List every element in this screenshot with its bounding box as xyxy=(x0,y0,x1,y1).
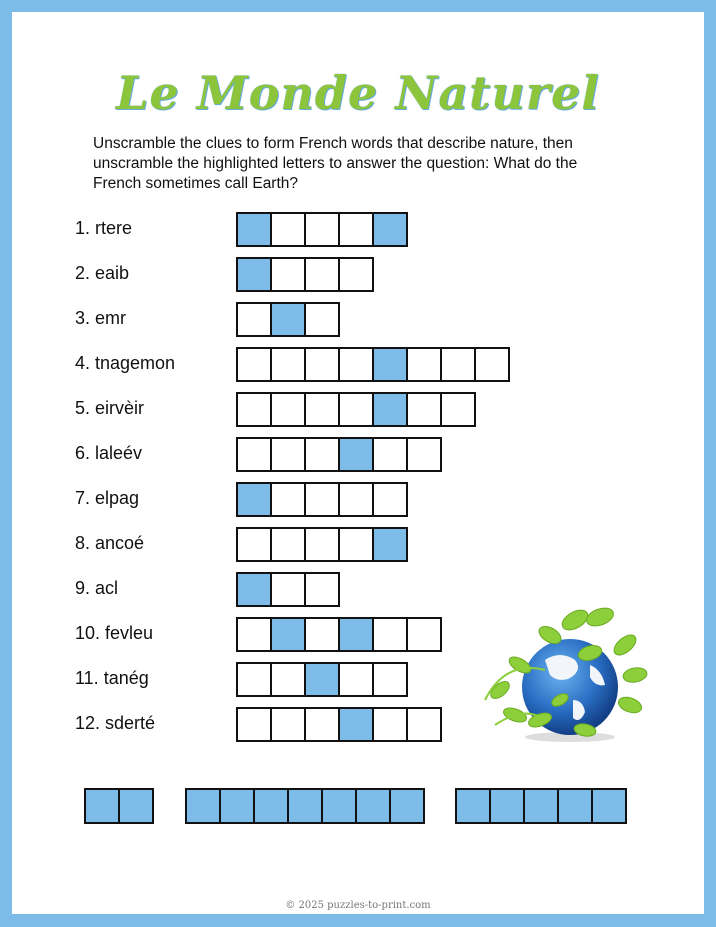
letter-box[interactable] xyxy=(374,619,406,650)
letter-box[interactable] xyxy=(340,529,372,560)
letter-box[interactable] xyxy=(306,304,338,335)
clue-label: 3. emr xyxy=(75,308,127,328)
final-answer-letter-box[interactable] xyxy=(187,790,219,822)
letter-box[interactable] xyxy=(340,259,372,290)
answer-grid-2 xyxy=(236,257,374,292)
instructions: Unscramble the clues to form French words that describe nature, then unscramble the highlighted letters to answer the question: What do the French sometimes call Earth? xyxy=(93,135,578,192)
letter-box[interactable] xyxy=(238,619,270,650)
clue-label: 5. eirvèir xyxy=(75,398,145,418)
answer-grid-8 xyxy=(236,527,408,562)
letter-box[interactable] xyxy=(408,394,440,425)
letter-box[interactable] xyxy=(408,619,440,650)
letter-box[interactable] xyxy=(306,439,338,470)
clue-label: 4. tnagemon xyxy=(75,353,176,373)
letter-box[interactable] xyxy=(374,709,406,740)
letter-box[interactable] xyxy=(476,349,508,380)
letter-box[interactable] xyxy=(272,439,304,470)
answer-grid-4 xyxy=(236,347,510,382)
letter-box[interactable] xyxy=(238,304,270,335)
highlighted-letter-box[interactable] xyxy=(238,484,270,515)
letter-box[interactable] xyxy=(306,529,338,560)
letter-box[interactable] xyxy=(340,484,372,515)
letter-box[interactable] xyxy=(306,619,338,650)
highlighted-letter-box[interactable] xyxy=(374,529,406,560)
letter-box[interactable] xyxy=(272,394,304,425)
clue-label: 8. ancoé xyxy=(75,533,145,553)
letter-box[interactable] xyxy=(374,484,406,515)
answer-grid-1 xyxy=(236,212,408,247)
clue-label: 7. elpag xyxy=(75,488,140,508)
letter-box[interactable] xyxy=(272,349,304,380)
answer-grid-10 xyxy=(236,617,442,652)
final-answer-letter-box[interactable] xyxy=(86,790,118,822)
final-answer-letter-box[interactable] xyxy=(559,790,591,822)
answer-grid-9 xyxy=(236,572,340,607)
highlighted-letter-box[interactable] xyxy=(374,349,406,380)
highlighted-letter-box[interactable] xyxy=(238,214,270,245)
final-answer-letter-box[interactable] xyxy=(457,790,489,822)
letter-box[interactable] xyxy=(272,529,304,560)
letter-box[interactable] xyxy=(306,484,338,515)
highlighted-letter-box[interactable] xyxy=(340,619,372,650)
clue-label: 10. fevleu xyxy=(75,623,154,643)
highlighted-letter-box[interactable] xyxy=(238,574,270,605)
highlighted-letter-box[interactable] xyxy=(340,709,372,740)
final-answer-word-1 xyxy=(84,788,154,824)
letter-box[interactable] xyxy=(272,709,304,740)
answer-grid-6 xyxy=(236,437,442,472)
letter-box[interactable] xyxy=(306,214,338,245)
highlighted-letter-box[interactable] xyxy=(306,664,338,695)
answer-grid-5 xyxy=(236,392,476,427)
letter-box[interactable] xyxy=(306,259,338,290)
letter-box[interactable] xyxy=(272,664,304,695)
highlighted-letter-box[interactable] xyxy=(272,619,304,650)
letter-box[interactable] xyxy=(306,709,338,740)
clue-label: 11. tanég xyxy=(75,668,149,688)
final-answer-letter-box[interactable] xyxy=(255,790,287,822)
letter-box[interactable] xyxy=(238,349,270,380)
final-answer-word-3 xyxy=(455,788,627,824)
final-answer-word-2 xyxy=(185,788,425,824)
letter-box[interactable] xyxy=(238,394,270,425)
final-answer-letter-box[interactable] xyxy=(120,790,152,822)
final-answer-letter-box[interactable] xyxy=(391,790,423,822)
letter-box[interactable] xyxy=(238,529,270,560)
letter-box[interactable] xyxy=(374,664,406,695)
letter-box[interactable] xyxy=(272,214,304,245)
letter-box[interactable] xyxy=(340,349,372,380)
letter-box[interactable] xyxy=(374,439,406,470)
letter-box[interactable] xyxy=(238,664,270,695)
highlighted-letter-box[interactable] xyxy=(374,214,406,245)
clue-label: 9. acl xyxy=(75,578,119,598)
clue-label: 12. sderté xyxy=(75,713,156,733)
letter-box[interactable] xyxy=(306,349,338,380)
letter-box[interactable] xyxy=(272,574,304,605)
highlighted-letter-box[interactable] xyxy=(374,394,406,425)
highlighted-letter-box[interactable] xyxy=(340,439,372,470)
page-title: Le Monde Naturel xyxy=(116,66,600,120)
answer-grid-11 xyxy=(236,662,408,697)
clue-label: 2. eaib xyxy=(75,263,130,283)
copyright-footer: © 2025 puzzles-to-print.com xyxy=(285,900,431,911)
letter-box[interactable] xyxy=(442,394,474,425)
letter-box[interactable] xyxy=(442,349,474,380)
final-answer-letter-box[interactable] xyxy=(289,790,321,822)
letter-box[interactable] xyxy=(340,394,372,425)
letter-box[interactable] xyxy=(306,574,338,605)
globe-with-leaves-icon xyxy=(475,605,650,745)
letter-box[interactable] xyxy=(340,214,372,245)
final-answer-letter-box[interactable] xyxy=(525,790,557,822)
letter-box[interactable] xyxy=(408,439,440,470)
highlighted-letter-box[interactable] xyxy=(238,259,270,290)
final-answer-letter-box[interactable] xyxy=(357,790,389,822)
letter-box[interactable] xyxy=(272,259,304,290)
answer-grid-3 xyxy=(236,302,340,337)
final-answer-letter-box[interactable] xyxy=(323,790,355,822)
letter-box[interactable] xyxy=(272,484,304,515)
clue-label: 1. rtere xyxy=(75,218,133,238)
final-answer-letter-box[interactable] xyxy=(221,790,253,822)
letter-box[interactable] xyxy=(340,664,372,695)
letter-box[interactable] xyxy=(408,709,440,740)
answer-grid-12 xyxy=(236,707,442,742)
highlighted-letter-box[interactable] xyxy=(272,304,304,335)
final-answer-letter-box[interactable] xyxy=(491,790,523,822)
letter-box[interactable] xyxy=(238,439,270,470)
letter-box[interactable] xyxy=(306,394,338,425)
answer-grid-7 xyxy=(236,482,408,517)
letter-box[interactable] xyxy=(238,709,270,740)
clue-label: 6. laleév xyxy=(75,443,143,463)
final-answer-letter-box[interactable] xyxy=(593,790,625,822)
letter-box[interactable] xyxy=(408,349,440,380)
